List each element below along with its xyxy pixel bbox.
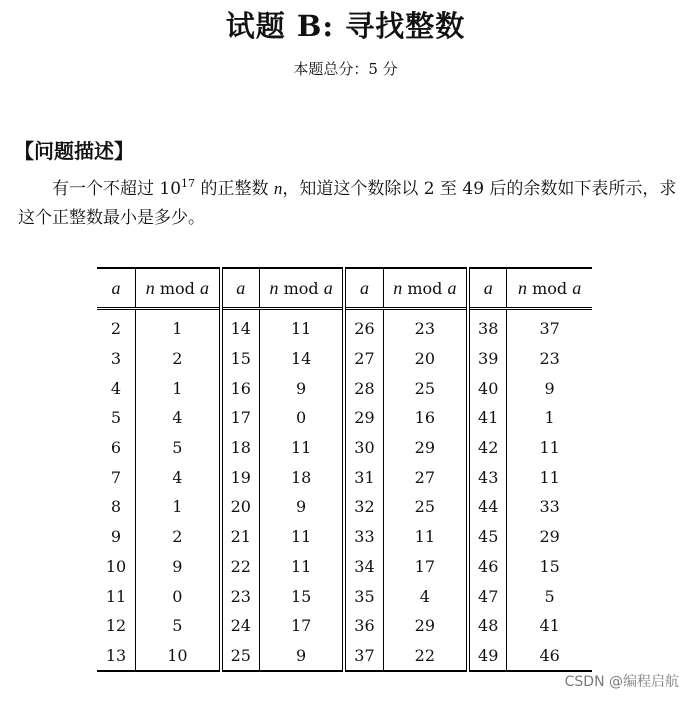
divisor-cell: 9 <box>110 527 122 547</box>
divisor-cell: 29 <box>344 403 383 433</box>
table-row <box>97 522 592 552</box>
remainder-cell: 14 <box>259 344 344 374</box>
remainder-cell: 0 <box>259 403 344 433</box>
header-variable: n <box>145 277 155 298</box>
header-mod-operator: mod <box>527 278 573 298</box>
remainder-cell: 1 <box>136 373 221 403</box>
remainder-cell: 29 <box>507 522 592 552</box>
problem-title: 试题 B: 寻找整数 <box>225 9 466 43</box>
table-header-cell <box>259 268 344 309</box>
remainder-cell: 1 <box>136 492 221 522</box>
divisor-cell: 32 <box>344 492 383 522</box>
divisor-cell: 44 <box>468 492 507 522</box>
table-header-cell: a <box>111 277 121 298</box>
remainder-cell: 11 <box>259 552 344 582</box>
header-variable: a <box>199 277 209 298</box>
remainder-cell: 1 <box>507 403 592 433</box>
divisor-cell: 35 <box>344 581 383 611</box>
divisor-cell: 12 <box>105 616 127 636</box>
remainder-cell: 9 <box>136 552 221 582</box>
divisor-cell: 36 <box>344 611 383 641</box>
remainder-cell: 9 <box>259 492 344 522</box>
remainder-cell: 25 <box>383 492 468 522</box>
remainder-cell: 29 <box>383 611 468 641</box>
header-variable: n <box>518 277 527 298</box>
remainder-cell: 11 <box>507 462 592 492</box>
header-variable: a <box>447 277 457 298</box>
table-row <box>97 641 592 672</box>
table-header-cell: a <box>221 268 260 309</box>
divisor-cell: 3 <box>110 349 122 369</box>
remainder-cell: 15 <box>259 581 344 611</box>
divisor-cell: 28 <box>344 373 383 403</box>
divisor-cell: 11 <box>105 586 127 606</box>
divisor-cell: 18 <box>221 433 260 463</box>
divisor-cell: 41 <box>468 403 507 433</box>
remainder-cell: 25 <box>383 373 468 403</box>
divisor-cell: 22 <box>221 552 260 582</box>
table-header-cell <box>507 268 592 309</box>
header-mod-operator: mod <box>278 278 324 298</box>
divisor-cell: 45 <box>468 522 507 552</box>
remainder-cell: 5 <box>136 433 221 463</box>
remainder-cell: 37 <box>507 309 592 344</box>
divisor-cell: 34 <box>344 552 383 582</box>
table-row <box>97 344 592 374</box>
remainder-table <box>97 267 592 672</box>
divisor-cell: 42 <box>468 433 507 463</box>
remainder-cell: 33 <box>507 492 592 522</box>
divisor-cell: 39 <box>468 344 507 374</box>
divisor-cell: 37 <box>344 641 383 672</box>
variable-n: n <box>273 179 283 198</box>
remainder-cell: 9 <box>259 373 344 403</box>
divisor-cell: 31 <box>344 462 383 492</box>
divisor-cell: 33 <box>344 522 383 552</box>
header-variable: a <box>572 277 582 298</box>
divisor-cell: 17 <box>221 403 260 433</box>
divisor-cell: 8 <box>110 497 122 517</box>
table-row <box>97 611 592 641</box>
remainder-cell: 17 <box>383 552 468 582</box>
table-row <box>97 403 592 433</box>
header-mod-operator: mod <box>402 278 448 298</box>
remainder-cell: 20 <box>383 344 468 374</box>
divisor-cell: 40 <box>468 373 507 403</box>
divisor-cell: 7 <box>110 467 122 487</box>
problem-description <box>18 174 680 233</box>
remainder-cell: 10 <box>136 641 221 672</box>
divisor-cell: 23 <box>221 581 260 611</box>
description-part-1: 有一个不超过 10 <box>52 179 182 199</box>
table-row <box>97 373 592 403</box>
divisor-cell: 10 <box>105 556 127 576</box>
remainder-cell: 46 <box>507 641 592 672</box>
remainder-cell: 17 <box>259 611 344 641</box>
header-variable: a <box>323 277 333 298</box>
remainder-cell: 27 <box>383 462 468 492</box>
remainder-cell: 4 <box>136 403 221 433</box>
divisor-cell: 27 <box>344 344 383 374</box>
table-header-row <box>97 268 592 309</box>
table-row <box>97 492 592 522</box>
remainder-cell: 16 <box>383 403 468 433</box>
remainder-cell: 11 <box>259 522 344 552</box>
divisor-cell: 47 <box>468 581 507 611</box>
header-mod-operator: mod <box>154 278 200 298</box>
table-header-cell: a <box>344 268 383 309</box>
remainder-cell: 15 <box>507 552 592 582</box>
table-row <box>97 581 592 611</box>
remainder-cell: 2 <box>136 522 221 552</box>
divisor-cell: 48 <box>468 611 507 641</box>
divisor-cell: 13 <box>105 645 127 665</box>
divisor-cell: 19 <box>221 462 260 492</box>
header-variable: n <box>393 277 403 298</box>
exponent: 17 <box>181 177 196 190</box>
divisor-cell: 2 <box>110 319 122 339</box>
divisor-cell: 26 <box>344 309 383 344</box>
divisor-cell: 14 <box>221 309 260 344</box>
table-row <box>97 552 592 582</box>
remainder-cell: 5 <box>136 611 221 641</box>
divisor-cell: 20 <box>221 492 260 522</box>
remainder-cell: 5 <box>507 581 592 611</box>
divisor-cell: 4 <box>110 378 122 398</box>
remainder-cell: 11 <box>507 433 592 463</box>
remainder-cell: 41 <box>507 611 592 641</box>
divisor-cell: 15 <box>221 344 260 374</box>
remainder-cell: 11 <box>383 522 468 552</box>
score-subtitle: 本题总分：5 分 <box>293 60 398 78</box>
divisor-cell: 16 <box>221 373 260 403</box>
table-row <box>97 433 592 463</box>
remainder-cell: 4 <box>383 581 468 611</box>
remainder-cell: 18 <box>259 462 344 492</box>
description-part-2: 的正整数 <box>195 179 274 199</box>
divisor-cell: 30 <box>344 433 383 463</box>
remainder-cell: 23 <box>383 309 468 344</box>
remainder-cell: 11 <box>259 309 344 344</box>
remainder-cell: 23 <box>507 344 592 374</box>
table-row <box>97 309 592 344</box>
divisor-cell: 38 <box>468 309 507 344</box>
remainder-cell: 2 <box>136 344 221 374</box>
remainder-cell: 1 <box>136 309 221 344</box>
remainder-cell: 4 <box>136 462 221 492</box>
remainder-cell: 29 <box>383 433 468 463</box>
header-variable: n <box>269 277 279 298</box>
table-body <box>97 309 592 672</box>
divisor-cell: 21 <box>221 522 260 552</box>
table-row <box>97 462 592 492</box>
remainder-cell: 9 <box>507 373 592 403</box>
remainder-cell: 9 <box>259 641 344 672</box>
divisor-cell: 6 <box>110 438 122 458</box>
divisor-cell: 5 <box>110 408 122 428</box>
table-header-cell <box>136 268 221 309</box>
divisor-cell: 24 <box>221 611 260 641</box>
divisor-cell: 43 <box>468 462 507 492</box>
remainder-cell: 22 <box>383 641 468 672</box>
table-header-cell: a <box>468 268 507 309</box>
description-part-3: ，知道这个数除以 2 至 49 后的余数如下表所示，求这个正整数最小是多少。 <box>18 179 677 228</box>
remainder-cell: 0 <box>136 581 221 611</box>
remainder-cell: 11 <box>259 433 344 463</box>
divisor-cell: 46 <box>468 552 507 582</box>
watermark: CSDN @编程启航 <box>564 674 679 690</box>
divisor-cell: 25 <box>221 641 260 672</box>
table-header-cell <box>383 268 468 309</box>
section-heading: 【问题描述】 <box>14 139 134 163</box>
divisor-cell: 49 <box>468 641 507 672</box>
